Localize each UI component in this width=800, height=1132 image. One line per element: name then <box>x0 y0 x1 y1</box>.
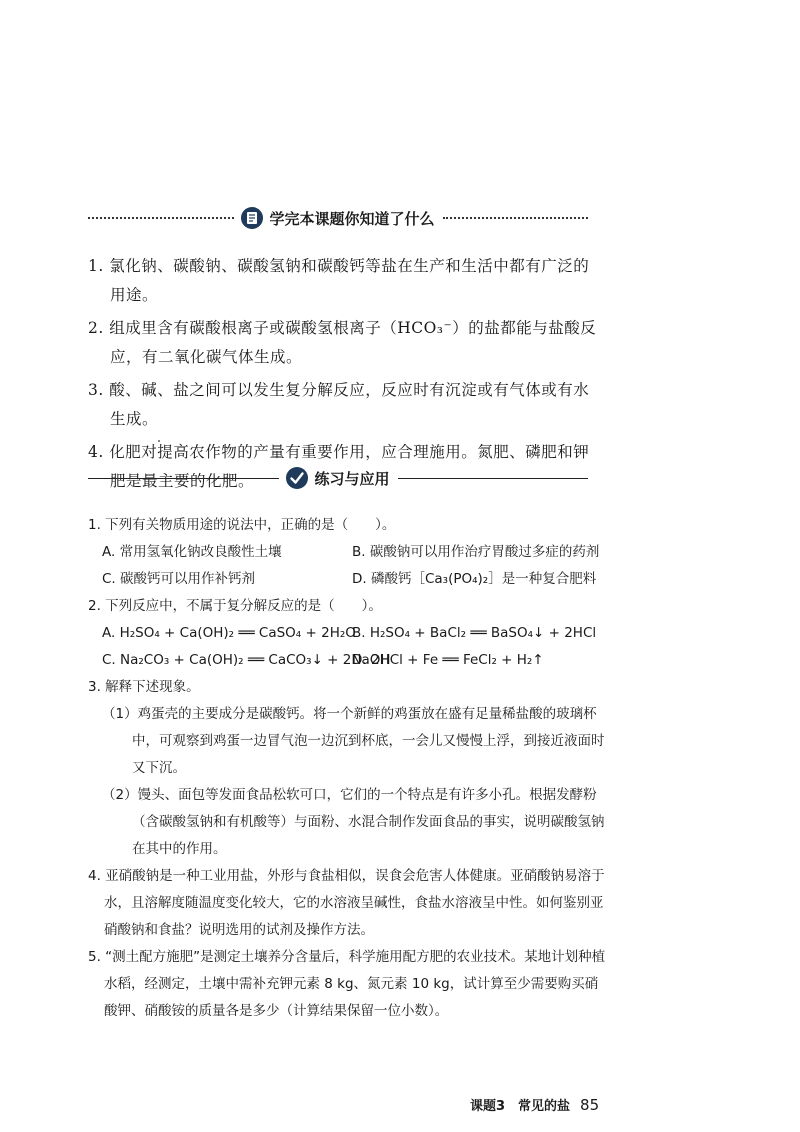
exercise-section-title: 练习与应用 <box>314 469 390 488</box>
question-4: 4. 亚硝酸钠是一种工业用盐，外形与食盐相似，误食会危害人体健康。亚硝酸钠易溶于水，且溶解度随温度变化较大，它的水溶液呈碱性，食盐水溶液呈中性。如何鉴别亚硝酸钠和食盐？说明选用的试剂及操作方法。 <box>88 868 605 938</box>
solid-rule-left <box>88 478 279 479</box>
question-1 <box>88 512 608 593</box>
q2-option-b: B. H₂SO₄ + BaCl₂ ══ BaSO₄↓ + 2HCl <box>352 625 597 641</box>
page-number: 85 <box>580 1096 600 1114</box>
solid-rule-right <box>398 478 589 479</box>
summary-list <box>88 252 598 500</box>
q2-option-d: D. 2HCl + Fe ══ FeCl₂ + H₂↑ <box>352 652 544 668</box>
q2-option-c: C. Na₂CO₃ + Ca(OH)₂ ══ CaCO₃↓ + 2NaOH <box>102 652 391 668</box>
q1-option-b: B. 碳酸钠可以用作治疗胃酸过多症的药剂 <box>352 544 600 560</box>
summary-item-4: 4. 化肥对提高农作物的产量有重要作用，应合理施用。氮肥、磷肥和钾肥是最主要的化肥。 <box>88 443 590 490</box>
q1-option-a: A. 常用氢氧化钠改良酸性土壤 <box>102 544 282 560</box>
q1-option-d: D. 磷酸钙［Ca₃(PO₄)₂］是一种复合肥料 <box>352 571 597 587</box>
summary-section-header <box>88 206 588 230</box>
dotted-rule-left <box>88 217 234 219</box>
summary-item-2: 2. 组成里含有碳酸根离子或碳酸氢根离子（HCO₃⁻）的盐都能与盐酸反应，有二氧化碳气体生成。 <box>88 319 597 366</box>
question-1-stem: 1. 下列有关物质用途的说法中，正确的是（ ）。 <box>88 517 396 533</box>
dotted-rule-right <box>443 217 589 219</box>
summary-item-1: 1. 氯化钠、碳酸钠、碳酸氢钠和碳酸钙等盐在生产和生活中都有广泛的用途。 <box>88 257 590 304</box>
exercise-section-header <box>88 466 588 490</box>
summary-item-3: 3. 酸、碱、盐之间可以发生复分解反应，反应时有沉淀或有气体或有水生成。 <box>88 381 590 428</box>
exercise-list <box>88 512 608 1025</box>
question-3-stem: 3. 解释下述现象。 <box>88 679 200 695</box>
checkmark-badge-icon <box>285 466 309 490</box>
question-2-stem: 2. 下列反应中，不属于复分解反应的是（ ）。 <box>88 598 382 614</box>
q1-option-c: C. 碳酸钙可以用作补钙剂 <box>102 571 256 587</box>
question-5: 5. “测土配方施肥”是测定土壤养分含量后，科学施用配方肥的农业技术。某地计划种植水稻，经测定，土壤中需补充钾元素 8 kg、氮元素 10 kg，试计算至少需要购买硝酸钾、硝酸铵的质量各是多少（计算结果保留一位小数）。 <box>88 949 606 1019</box>
summary-section-title: 学完本课题你知道了什么 <box>269 209 435 228</box>
question-1-options <box>88 539 608 593</box>
page-footer <box>470 1095 599 1114</box>
notebook-icon <box>240 206 264 230</box>
question-2 <box>88 593 608 674</box>
question-3-part-2: （2）馒头、面包等发面食品松软可口，它们的一个特点是有许多小孔。根据发酵粉（含碳酸氢钠和有机酸等）与面粉、水混合制作发面食品的事实，说明碳酸氢钠在其中的作用。 <box>102 787 605 857</box>
question-3-part-1: （1）鸡蛋壳的主要成分是碳酸钙。将一个新鲜的鸡蛋放在盛有足量稀盐酸的玻璃杯中，可观察到鸡蛋一边冒气泡一边沉到杯底，一会儿又慢慢上浮，到接近液面时又下沉。 <box>102 706 605 776</box>
q2-option-a: A. H₂SO₄ + Ca(OH)₂ ══ CaSO₄ + 2H₂O <box>102 625 356 641</box>
question-3 <box>88 674 608 863</box>
print-speck <box>158 440 160 442</box>
question-2-options <box>88 620 608 674</box>
footer-lesson-label: 课题3 常见的盐 <box>470 1099 571 1114</box>
